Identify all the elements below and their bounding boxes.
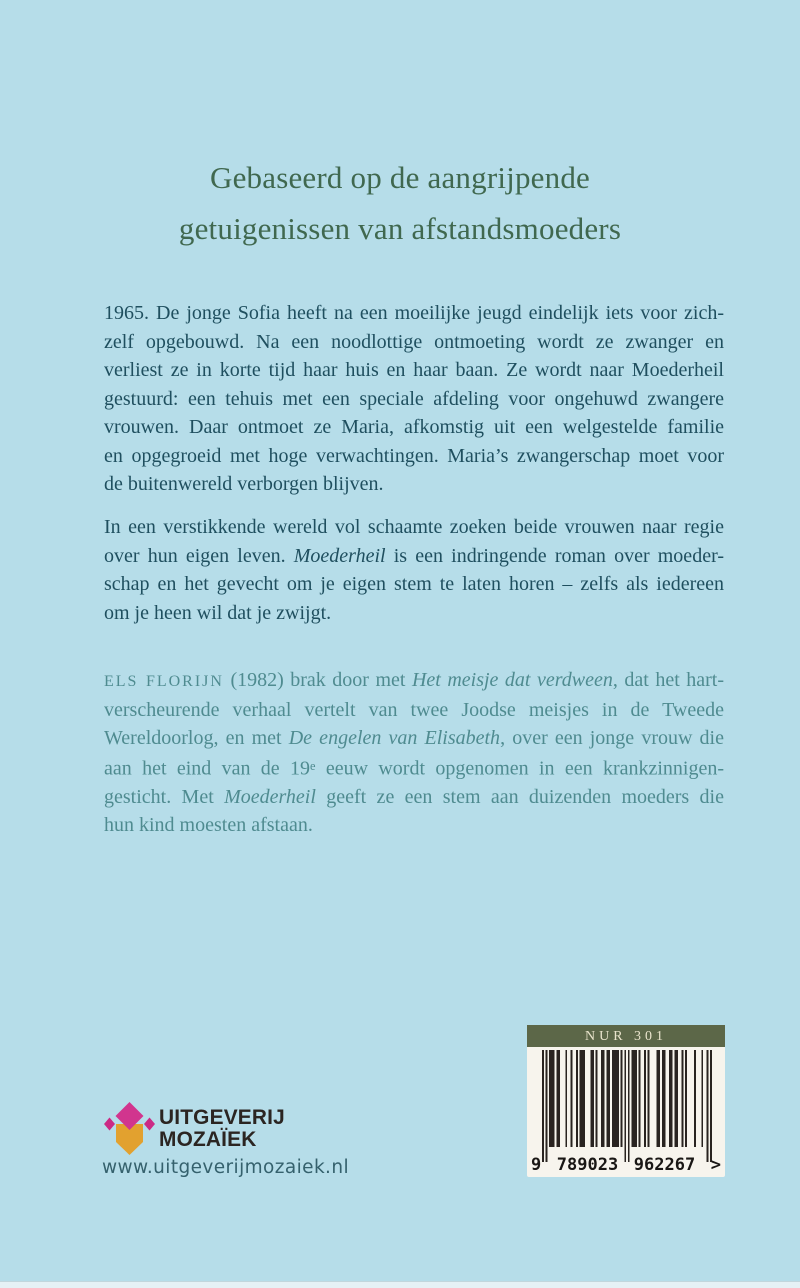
text-segment: Moederheil xyxy=(224,785,316,808)
text-line xyxy=(104,570,724,599)
publisher-website: www.uitgeverijmozaiek.nl xyxy=(102,1157,350,1178)
text-line xyxy=(104,299,724,328)
text-segment: eeuw wordt opgenomen in een krankzinnigen- xyxy=(315,757,725,780)
text-line xyxy=(104,470,724,499)
synopsis-paragraph-1 xyxy=(104,299,724,499)
text-line xyxy=(104,542,724,571)
tagline-line-2: getuigenissen van afstandsmoeders xyxy=(178,211,622,246)
text-segment: gesticht. Met xyxy=(104,785,225,808)
text-segment: vrouwen. Daar ontmoet ze Maria, afkomstig uit een welgestelde familie xyxy=(104,416,724,438)
text-line xyxy=(104,752,724,783)
logo-pink-diamond-right xyxy=(144,1118,155,1131)
text-segment: de buitenwereld verborgen blijven. xyxy=(104,473,384,495)
text-segment: , dat het hart- xyxy=(612,669,725,691)
text-line xyxy=(104,599,724,628)
text-segment: , over een jonge vrouw die xyxy=(500,727,724,749)
text-line xyxy=(104,356,724,385)
text-segment: In een verstikkende wereld vol schaamte zoeken beide vrouwen naar regie xyxy=(104,516,724,538)
text-line xyxy=(104,413,724,442)
text-segment: verliest ze in korte tijd haar huis en haar baan. Ze wordt naar Moederheil xyxy=(104,359,724,381)
publisher-logo-icon xyxy=(102,1100,156,1157)
text-segment: over hun eigen leven. xyxy=(104,544,294,567)
text-segment: zelf opgebouwd. Na een noodlottige ontmoeting wordt ze zwanger en xyxy=(104,330,724,353)
text-line xyxy=(104,513,724,542)
nur-code: NUR 301 xyxy=(584,1029,668,1044)
publisher-name xyxy=(159,1106,285,1150)
text-line xyxy=(104,442,724,471)
page-edge xyxy=(0,1281,800,1288)
text-line xyxy=(104,783,724,811)
synopsis-paragraph-2 xyxy=(104,513,724,627)
text-segment: Wereldoorlog, en met xyxy=(104,727,289,749)
text-segment: gestuurd: een tehuis met een speciale afdeling voor ongehuwd zwangere xyxy=(104,387,724,410)
text-line xyxy=(104,385,724,414)
barcode-label xyxy=(527,1025,725,1177)
tagline-line-1: Gebaseerd op de aangrijpende xyxy=(209,160,590,195)
barcode-digit-group: 9 xyxy=(531,1155,542,1175)
text-line xyxy=(104,696,724,724)
text-segment: is een indringende roman over moeder- xyxy=(385,544,724,567)
text-line xyxy=(104,328,724,357)
text-segment: aan het eind van de 19 xyxy=(104,757,311,780)
text-segment: schap en het gevecht om je eigen stem te laten horen – zelfs als iedereen xyxy=(104,573,724,595)
barcode-digit-group: 962267 xyxy=(633,1155,696,1175)
barcode-right-arrow: > xyxy=(710,1155,721,1175)
text-line xyxy=(104,666,724,696)
text-segment: Het meisje dat verdween xyxy=(411,669,613,691)
barcode-digit-group: 789023 xyxy=(556,1155,619,1175)
logo-pink-diamond-left xyxy=(104,1118,115,1131)
text-segment: om je heen wil dat je zwijgt. xyxy=(104,601,332,624)
text-segment: e xyxy=(310,759,316,773)
nur-band xyxy=(527,1025,725,1047)
text-segment: hun kind moesten afstaan. xyxy=(104,813,313,836)
text-segment: en opgegroeid met hoge verwachtingen. Maria’s zwangerschap moet voor xyxy=(104,444,724,467)
barcode-bars-icon xyxy=(542,1050,712,1162)
publisher-name-line-1: UITGEVERIJ xyxy=(159,1105,285,1129)
text-segment: (1982) brak door met xyxy=(223,669,412,691)
text-segment: ELS FLORIJN xyxy=(104,673,224,690)
author-bio xyxy=(104,666,724,839)
publisher-name-line-2: MOZAÏEK xyxy=(159,1127,257,1151)
text-segment: geeft ze een stem aan duizenden moeders die xyxy=(315,785,724,808)
text-line xyxy=(104,811,724,839)
text-segment: verscheurende verhaal vertelt van twee Joodse meisjes in de Tweede xyxy=(104,699,724,721)
text-line xyxy=(104,724,724,752)
text-segment: 1965. De jonge Sofia heeft na een moeilijke jeugd eindelijk iets voor zich- xyxy=(104,302,724,324)
text-segment: De engelen van Elisabeth xyxy=(288,727,501,749)
text-segment: Moederheil xyxy=(293,544,386,567)
barcode-number xyxy=(531,1157,721,1174)
tagline xyxy=(0,152,800,254)
